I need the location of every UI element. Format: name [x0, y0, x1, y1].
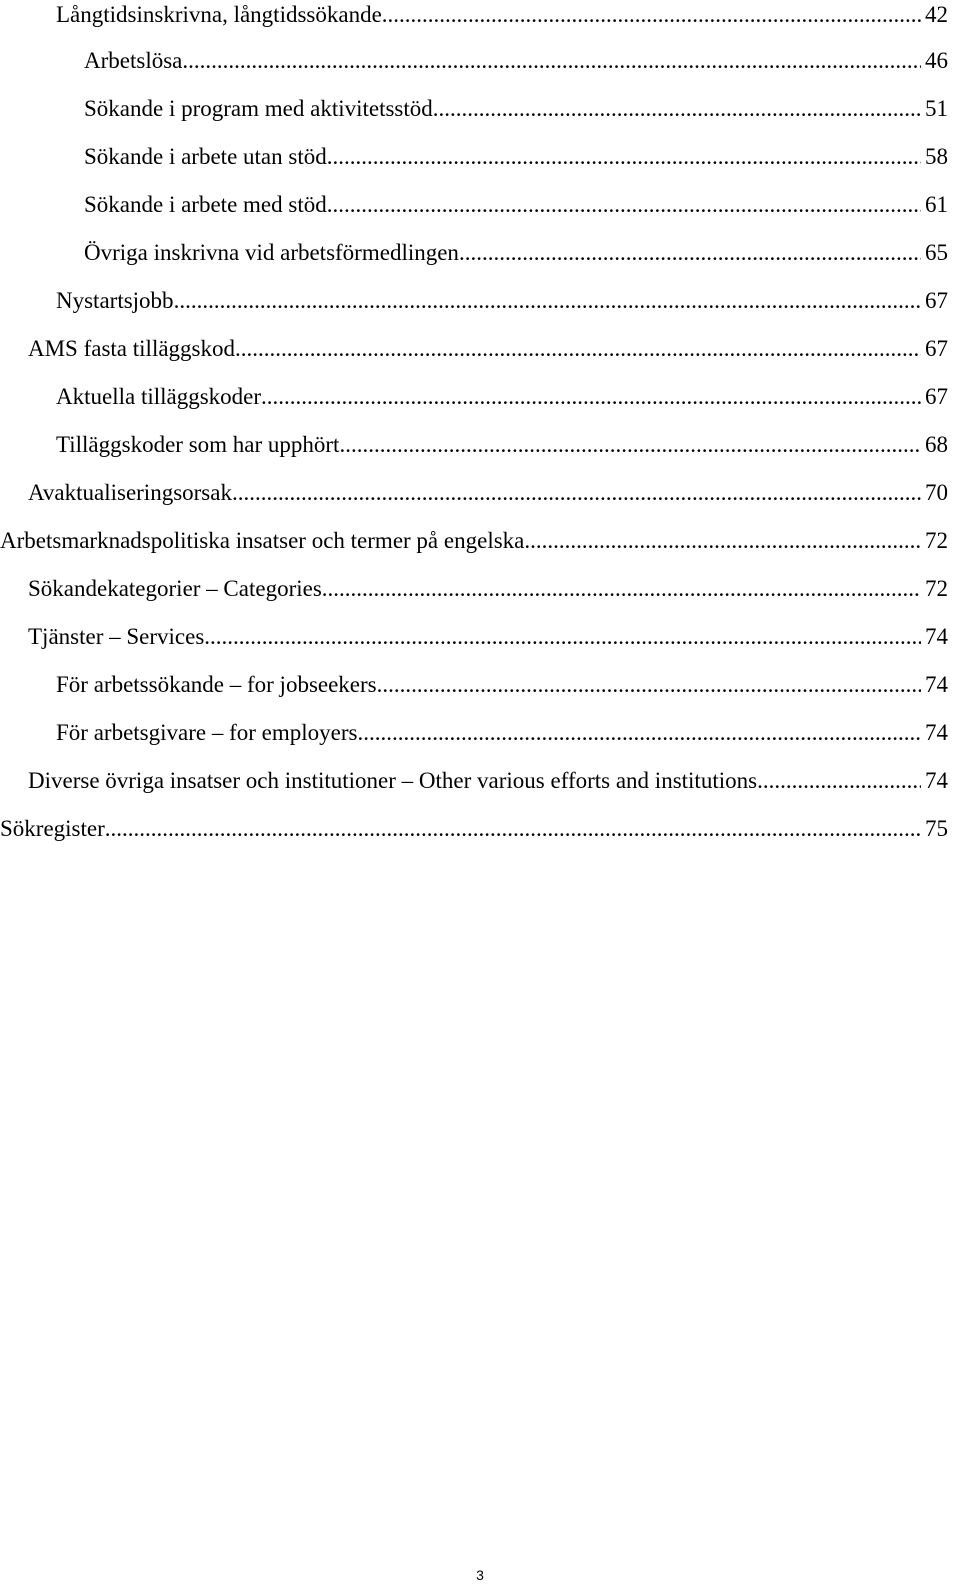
toc-entry-page: 70	[925, 480, 948, 505]
toc-entry-title: Sökregister	[0, 816, 105, 841]
toc-entry-page: 72	[925, 576, 948, 601]
toc-leader-dots	[174, 286, 921, 316]
toc-entry-title: Sökande i arbete utan stöd	[84, 144, 327, 169]
toc-entry-page: 74	[925, 768, 948, 793]
toc-entry-title: Tjänster – Services	[28, 624, 205, 649]
toc-leader-dots	[235, 334, 921, 364]
toc-entry-title: Nystartsjobb	[56, 288, 174, 313]
toc-entry-page: 42	[925, 2, 948, 27]
toc-leader-dots	[261, 382, 921, 412]
toc-entry[interactable]	[56, 286, 948, 316]
toc-entry-title: Övriga inskrivna vid arbetsförmedlingen	[84, 240, 459, 265]
toc-entry-title: Långtidsinskrivna, långtidssökande	[56, 2, 382, 27]
toc-entry-page: 67	[925, 384, 948, 409]
toc-entry-page: 72	[925, 528, 948, 553]
toc-entry-title: Arbetslösa	[84, 48, 183, 73]
toc-entry-page: 46	[925, 48, 948, 73]
toc-leader-dots	[327, 190, 921, 220]
toc-entry-title: Aktuella tilläggskoder	[56, 384, 262, 409]
toc-entry-title: Sökande i arbete med stöd	[84, 192, 327, 217]
toc-entry-page: 74	[925, 720, 948, 745]
toc-leader-dots	[105, 814, 921, 844]
toc-entry-title: Tilläggskoder som har upphört	[56, 432, 340, 457]
toc-entry-title: Diverse övriga insatser och institutioner – Other various efforts and institutions	[28, 768, 758, 793]
toc-leader-dots	[322, 574, 921, 604]
toc-entry-title: Arbetsmarknadspolitiska insatser och termer på engelska	[0, 528, 525, 553]
toc-leader-dots	[182, 46, 921, 76]
toc-entry[interactable]	[28, 622, 948, 652]
toc-entry[interactable]	[28, 766, 948, 796]
toc-entry[interactable]	[0, 526, 948, 556]
toc-leader-dots	[377, 670, 921, 700]
toc-entry[interactable]	[84, 46, 948, 76]
toc-entry[interactable]	[56, 718, 948, 748]
toc-entry[interactable]	[28, 478, 948, 508]
toc-entry[interactable]	[84, 190, 948, 220]
toc-entry[interactable]	[56, 382, 948, 412]
toc-leader-dots	[382, 0, 921, 30]
toc-entry-page: 58	[925, 144, 948, 169]
toc-entry-page: 67	[925, 288, 948, 313]
toc-entry-page: 74	[925, 624, 948, 649]
toc-leader-dots	[339, 430, 921, 460]
toc-entry-page: 74	[925, 672, 948, 697]
toc-entry-page: 67	[925, 336, 948, 361]
toc-entry[interactable]	[28, 334, 948, 364]
toc-entry-page: 75	[925, 816, 948, 841]
toc-leader-dots	[524, 526, 921, 556]
toc-entry-page: 68	[925, 432, 948, 457]
toc-leader-dots	[459, 238, 921, 268]
page-number: 3	[476, 1567, 484, 1583]
toc-entry[interactable]	[84, 94, 948, 124]
toc-entry-title: Sökande i program med aktivitetsstöd	[84, 96, 433, 121]
toc-entry-page: 51	[925, 96, 948, 121]
toc-entry[interactable]	[56, 430, 948, 460]
toc-entry-page: 61	[925, 192, 948, 217]
toc-entry-title: För arbetssökande – for jobseekers	[56, 672, 377, 697]
toc-leader-dots	[204, 622, 921, 652]
toc-leader-dots	[757, 766, 921, 796]
toc-leader-dots	[327, 142, 921, 172]
toc-entry-page: 65	[925, 240, 948, 265]
toc-entry[interactable]	[56, 0, 948, 30]
toc-entry-title: Sökandekategorier – Categories	[28, 576, 322, 601]
toc-entry[interactable]	[84, 142, 948, 172]
toc-leader-dots	[232, 478, 921, 508]
toc-leader-dots	[357, 718, 921, 748]
toc-entry-title: För arbetsgivare – for employers	[56, 720, 358, 745]
toc-leader-dots	[433, 94, 921, 124]
toc-entry-title: Avaktualiseringsorsak	[28, 480, 232, 505]
toc-entry[interactable]	[28, 574, 948, 604]
toc-entry[interactable]	[84, 238, 948, 268]
toc-entry[interactable]	[0, 814, 948, 844]
toc-entry-title: AMS fasta tilläggskod	[28, 336, 235, 361]
toc-entry[interactable]	[56, 670, 948, 700]
